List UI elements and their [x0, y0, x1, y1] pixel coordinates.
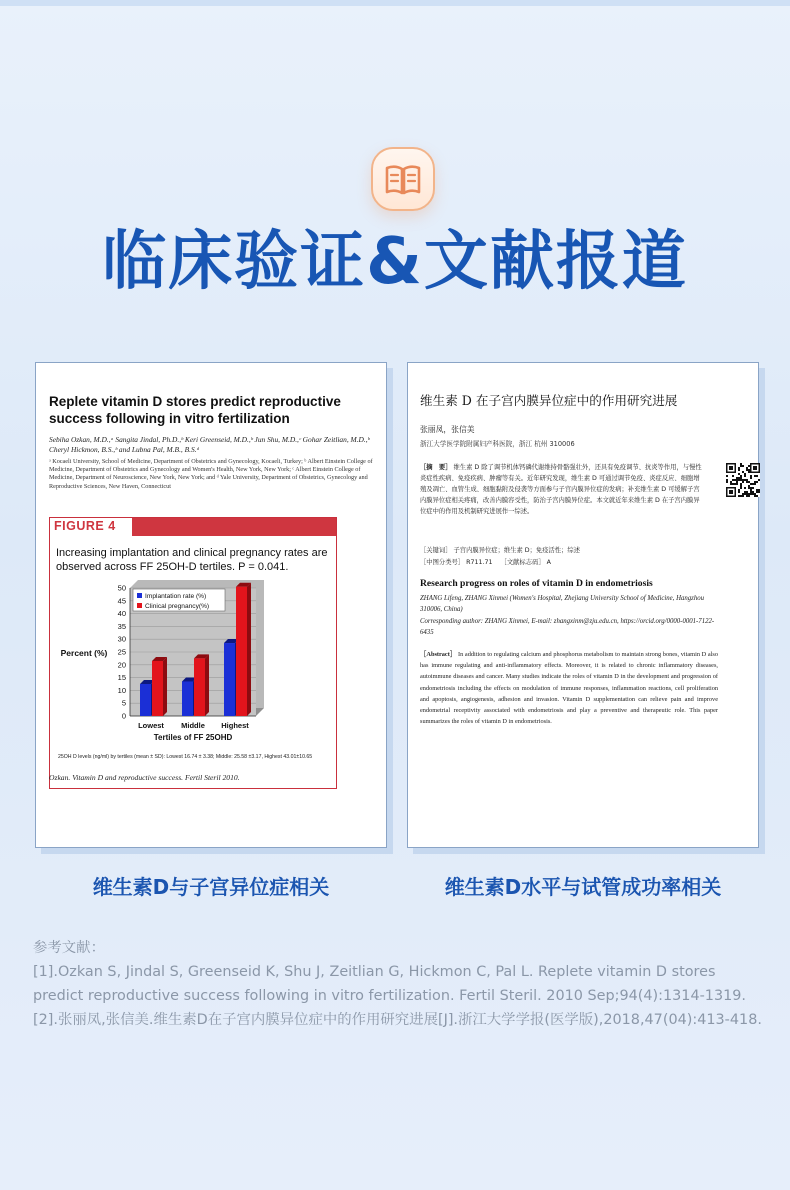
qr-module	[752, 487, 754, 489]
qr-module	[754, 481, 756, 483]
y-tick-label: 10	[117, 685, 126, 695]
qr-module	[740, 483, 742, 485]
y-axis-label: Percent (%)	[60, 648, 108, 658]
y-tick-label: 5	[121, 698, 126, 708]
qr-module	[748, 481, 750, 483]
qr-module	[748, 471, 750, 473]
paper-title: 维生素 D 在子宫内膜异位症中的作用研究进展	[420, 393, 678, 408]
paper-english-authors	[420, 593, 720, 638]
qr-module	[754, 495, 756, 497]
qr-module	[738, 491, 740, 493]
english-abstract-label: ［Abstract］	[420, 651, 457, 658]
qr-module	[754, 493, 756, 495]
qr-module	[742, 479, 744, 481]
qr-module	[740, 485, 742, 487]
paper-card-zhang	[407, 362, 759, 848]
qr-module	[752, 491, 754, 493]
qr-module	[748, 485, 750, 487]
qr-code-icon	[726, 463, 760, 497]
qr-module	[732, 479, 734, 481]
bar	[224, 643, 235, 716]
keywords-text: 子宫内膜异位症；维生素 D；免疫活性；综述	[453, 547, 580, 554]
qr-module	[756, 491, 758, 493]
qr-module	[748, 495, 750, 497]
qr-module	[750, 493, 752, 495]
paper-authors: 张丽凤，张信美	[420, 425, 475, 434]
qr-module	[740, 475, 742, 477]
bar	[182, 681, 193, 716]
y-tick-label: 35	[117, 621, 126, 631]
open-book-icon	[383, 160, 423, 200]
y-tick-label: 25	[117, 647, 126, 657]
doc-code-label: ［文献标志码］	[500, 558, 545, 566]
qr-module	[734, 479, 736, 481]
bar	[194, 658, 205, 716]
qr-module	[740, 463, 742, 465]
qr-finder-core	[729, 466, 733, 470]
references-heading: 参考文献：	[33, 940, 105, 956]
qr-module	[744, 487, 746, 489]
qr-module	[758, 491, 760, 493]
bar-side	[247, 583, 251, 716]
qr-module	[732, 475, 734, 477]
qr-module	[740, 465, 742, 467]
keywords-label: ［关键词］	[420, 547, 452, 554]
paper-keywords	[420, 545, 750, 568]
caption-left: 维生素D与子宫异位症相关	[92, 875, 330, 899]
references	[33, 936, 763, 1032]
qr-module	[726, 479, 728, 481]
qr-module	[738, 495, 740, 497]
qr-module	[744, 475, 746, 477]
qr-module	[732, 483, 734, 485]
figure-caption: Increasing implantation and clinical pregnancy rates are observed across FF 25OH-D tertiles. P = 0.041.	[56, 547, 328, 573]
qr-module	[742, 493, 744, 495]
qr-module	[756, 481, 758, 483]
qr-module	[742, 471, 744, 473]
legend-swatch	[137, 593, 142, 598]
legend-label: Clinical pregnancy(%)	[145, 603, 210, 610]
qr-finder-core	[729, 490, 733, 494]
qr-module	[738, 469, 740, 471]
figure-footnote: 25OH D levels (ng/ml) by tertiles (mean ± SD): Lowest 16.74 ± 3.38; Middle: 25.58 ±3.17, Highest 43.01±10.65	[58, 754, 313, 760]
y-tick-label: 20	[117, 660, 126, 670]
qr-module	[752, 493, 754, 495]
qr-module	[748, 493, 750, 495]
y-tick-label: 45	[117, 596, 126, 606]
qr-module	[738, 479, 740, 481]
qr-module	[756, 489, 758, 491]
x-tick-label: Lowest	[138, 721, 164, 730]
qr-module	[738, 467, 740, 469]
qr-module	[742, 465, 744, 467]
qr-finder-core	[753, 466, 757, 470]
qr-module	[754, 475, 756, 477]
qr-module	[756, 495, 758, 497]
qr-module	[738, 477, 740, 479]
paper-card-ozkan	[35, 362, 387, 848]
y-tick-label: 40	[117, 609, 126, 619]
qr-module	[740, 477, 742, 479]
english-abstract-text: In addition to regulating calcium and phosphorus metabolism to maintain strong bones, vitamin D also has immune regulating and anti-inflammatory effects. Moreover, it is related to chronic inflammatory diseases, autoimmune diseases and cancer. Many studies indicate the roles of vitamin D in the development and progression of endometriosis including the effects on modulation of immune responses, inflammation reactions, cell proliferation and apoptosis, angiogenesis, adhesion and invasion. Vitamin D supplementation can relieve pain and improve endometrial receptivity associated with endometriosis and play a preventive and therapeutic role. This paper summarizes the roles of vitamin D in endometriosis.	[420, 651, 719, 726]
qr-module	[746, 493, 748, 495]
bar	[140, 684, 151, 716]
keywords-row	[420, 545, 750, 557]
legend-swatch	[137, 603, 142, 608]
qr-module	[746, 491, 748, 493]
qr-module	[744, 491, 746, 493]
y-tick-label: 30	[117, 634, 126, 644]
qr-module	[730, 483, 732, 485]
x-axis-label: Tertiles of FF 25OHD	[153, 733, 233, 742]
qr-module	[746, 467, 748, 469]
qr-module	[736, 483, 738, 485]
x-tick-label: Highest	[221, 721, 249, 730]
qr-module	[738, 489, 740, 491]
x-tick-label: Middle	[181, 721, 205, 730]
paper-affiliations: ᵃ Kocaeli University, School of Medicine, Department of Obstetrics and Gynecology, Kocaeli, Turkey; ᵇ Albert Einstein College of Medicine, Department of Obstetrics and Gynecology and Women's Health, New York, New York; ᶜ Albert Einstein College of Medicine, Department of Neuroscience, New York, New York; and ᵈ Yale University, Department of Obstetrics, Gynecology and Reproductive Sciences, New Haven, Connecticut	[49, 458, 373, 490]
qr-module	[748, 465, 750, 467]
qr-module	[756, 475, 758, 477]
reference-item: [1].Ozkan S, Jindal S, Greenseid K, Shu J, Zeitlian G, Hickmon C, Pal L. Replete vitamin D stores predict reproductive success following in vitro fertilization. Fertil Steril. 2010 Sep;94(4):1314-1319.	[33, 964, 747, 1004]
y-tick-label: 50	[117, 583, 126, 593]
qr-module	[746, 495, 748, 497]
qr-module	[734, 483, 736, 485]
qr-module	[750, 475, 752, 477]
qr-module	[748, 487, 750, 489]
qr-module	[736, 479, 738, 481]
paper-english-title: Research progress on roles of vitamin D in endometriosis	[420, 578, 653, 589]
paper-english-abstract	[420, 649, 718, 727]
paper-abstract	[420, 463, 704, 518]
abstract-text: 维生素 D 除了调节机体钙磷代谢维持骨骼强壮外，还具有免疫调节、抗炎等作用，与慢性炎症性疾病、免疫疾病、肿瘤等有关。近年研究发现，维生素 D 可通过调节免疫、炎症反应、细胞增殖及凋亡、血管生成、细胞黏附及侵袭等方面参与子宫内膜异位症的发病；补充维生素 D 可缓解子宫内膜异位症相关疼痛，改善内膜容受性，防治子宫内膜异位症。本文就近年来维生素 D 在子宫内膜异位症中的作用及机制研究进展作一综述。	[420, 464, 702, 515]
figure-panel	[49, 517, 337, 789]
bar	[152, 661, 163, 716]
classification-row	[420, 557, 750, 569]
qr-module	[726, 475, 728, 477]
qr-module	[740, 495, 742, 497]
top-accent-line	[0, 0, 790, 6]
clc-value: R711.71	[466, 558, 493, 566]
qr-module	[744, 479, 746, 481]
paper-title: Replete vitamin D stores predict reproductive success following in vitro fertilization	[49, 394, 341, 426]
page-title: 临床验证&文献报道	[102, 225, 688, 299]
doc-code-value: A	[546, 558, 551, 566]
qr-module	[742, 495, 744, 497]
figure-label: FIGURE 4	[54, 519, 116, 533]
bar-side	[163, 657, 167, 716]
clc-label: ［中图分类号］	[420, 558, 465, 566]
paper-affiliation: 浙江大学医学院附属妇产科医院，浙江 杭州 310006	[420, 440, 575, 448]
paper-authors: Sebiha Ozkan, M.D.,ᵃ Sangita Jindal, Ph.D.,ᵇ Keri Greenseid, M.D.,ᵇ Jun Shu, M.D.,ᶜ Gohar Zeitlian, M.D.,ᵇ Cheryl Hickmon, B.S.,ᵇ and Lubna Pal, M.B., B.S.ᵈ	[49, 435, 370, 454]
legend-label: Implantation rate (%)	[145, 593, 207, 600]
qr-module	[744, 493, 746, 495]
figure-citation: Ozkan. Vitamin D and reproductive success. Fertil Steril 2010.	[49, 773, 240, 782]
qr-module	[744, 473, 746, 475]
qr-module	[750, 491, 752, 493]
qr-module	[726, 481, 728, 483]
qr-module	[740, 487, 742, 489]
qr-module	[754, 483, 756, 485]
qr-module	[750, 477, 752, 479]
qr-module	[750, 489, 752, 491]
qr-module	[736, 481, 738, 483]
qr-module	[746, 479, 748, 481]
bar	[236, 587, 247, 716]
book-badge	[371, 147, 435, 211]
caption-right: 维生素D水平与试管成功率相关	[444, 875, 722, 899]
qr-module	[758, 479, 760, 481]
y-tick-label: 15	[117, 673, 126, 683]
qr-module	[748, 469, 750, 471]
corresponding-author: Corresponding author: ZHANG Xinmei, E-mail: zhangxinm@zju.edu.cn, https://orcid.org/0000-0001-7122-6435	[420, 617, 715, 636]
bar-chart	[50, 580, 336, 752]
qr-module	[750, 487, 752, 489]
qr-module	[746, 469, 748, 471]
qr-module	[736, 477, 738, 479]
qr-module	[752, 483, 754, 485]
abstract-label: ［摘 要］	[420, 464, 452, 471]
english-authors-text: ZHANG Lifeng, ZHANG Xinmei (Women's Hospital, Zhejiang University School of Medicine, Hangzhou 310006, China)	[420, 595, 705, 614]
qr-module	[742, 481, 744, 483]
reference-item: [2].张丽凤,张信美.维生素D在子宫内膜异位症中的作用研究进展[J].浙江大学学报(医学版),2018,47(04):413-418.	[33, 1012, 762, 1028]
qr-module	[740, 479, 742, 481]
qr-module	[758, 489, 760, 491]
qr-module	[738, 473, 740, 475]
qr-module	[746, 481, 748, 483]
y-tick-label: 0	[121, 711, 126, 721]
qr-module	[750, 483, 752, 485]
bar-side	[205, 654, 209, 716]
qr-module	[730, 481, 732, 483]
figure-tag	[50, 518, 132, 536]
